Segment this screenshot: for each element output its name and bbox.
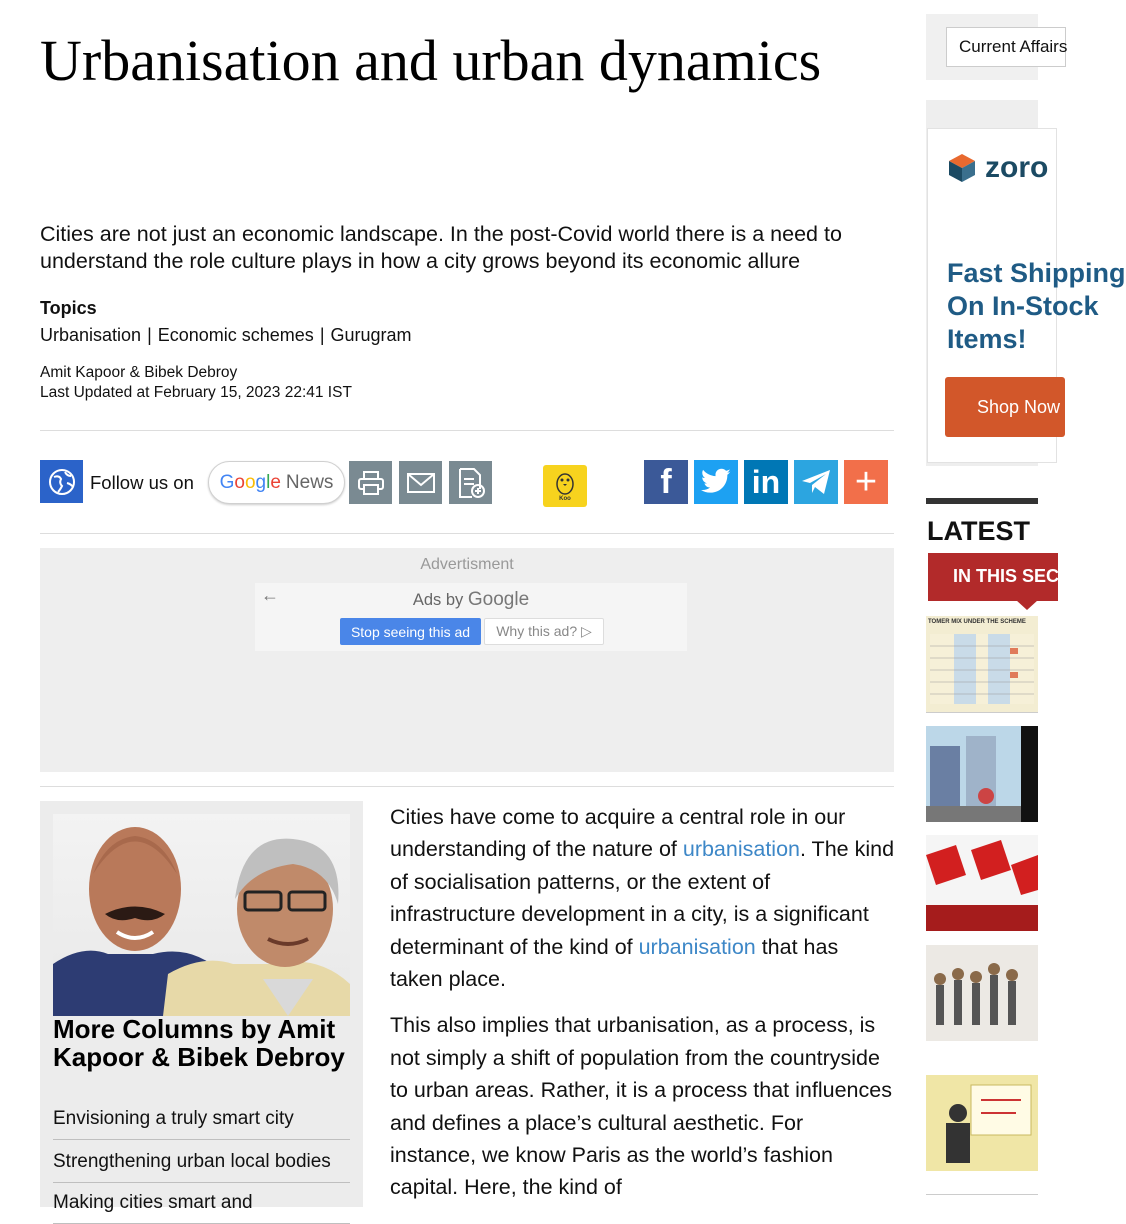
zoro-logo [947,151,1048,185]
google-letter: l [266,471,271,493]
telegram-icon [800,468,832,496]
urbanisation-link[interactable]: urbanisation [638,934,756,959]
stop-seeing-ad-button[interactable]: Stop seeing this ad [340,618,481,645]
divider [40,786,894,787]
google-letter: g [255,471,267,493]
news-thumbnail[interactable] [926,945,1038,1041]
paragraph-text: that has taken place. [390,934,839,992]
koo-label: Koo [559,496,571,502]
paragraph-text: . The kind of socialisation patterns, or the extent of infrastructure development in a city, is a significant determinant of the kind of [390,837,895,959]
ad-label: Advertisment [420,556,514,573]
email-icon [406,472,436,494]
news-thumbnail[interactable] [926,616,1038,713]
article-body [390,801,895,1218]
right-sidebar [926,0,1126,1207]
ad-headline-line: Items! [947,324,1027,354]
twitter-share-button[interactable] [694,460,738,504]
byline [40,363,352,403]
in-this-section-tab[interactable]: IN THIS SECTION [928,553,1058,601]
urbanisation-link[interactable]: urbanisation [682,837,800,862]
linkedin-share-button[interactable] [744,460,788,504]
more-columns-box [40,801,363,1213]
google-news-label: News [285,471,334,493]
save-pdf-button[interactable] [449,461,492,504]
thumb-caption: TOMER MIX UNDER THE SCHEME [928,619,1026,625]
ads-by-text: Ads by [412,591,464,609]
topic-link-urbanisation[interactable]: Urbanisation [40,325,142,345]
authors-photo [53,814,350,1016]
google-news-button[interactable] [208,461,345,504]
sidebar-ad-slot [926,100,1126,466]
document-add-icon [456,467,486,499]
print-button[interactable] [349,461,392,504]
twitter-icon [700,468,732,496]
share-toolbar [40,460,890,505]
globe-icon[interactable] [40,460,83,503]
why-this-ad-button[interactable]: Why this ad? ▷ [484,618,604,645]
column-link[interactable]: Envisioning a truly smart city [53,1108,350,1140]
news-thumbnail[interactable] [926,726,1038,822]
email-button[interactable] [399,461,442,504]
topic-link-gurugram[interactable]: Gurugram [330,325,412,345]
column-link[interactable]: Strengthening urban local bodies [53,1151,350,1183]
more-share-button[interactable] [844,460,888,504]
plus-icon: + [854,460,878,503]
ads-by-google-label [255,589,687,611]
facebook-share-button[interactable] [644,460,688,504]
topic-link-economic-schemes[interactable]: Economic schemes [157,325,314,345]
ad-headline-line: On In-Stock [947,291,1099,321]
google-wordmark: Google [467,589,530,610]
article-paragraph: This also implies that urbanisation, as a process, is not simply a shift of population from the countryside to urban areas. Rather, it is a process that influences and defines a place’s cultural aesthetic. For instance, we know Paris as the world’s fashion capital. Here, the kind of [390,1013,892,1200]
latest-top-bar [926,498,1038,504]
news-thumbnail[interactable] [926,1075,1038,1195]
article-paragraph [390,801,895,995]
koo-button[interactable] [543,465,587,507]
author-names[interactable]: Amit Kapoor & Bibek Debroy [40,364,238,381]
facebook-icon: f [660,462,672,501]
google-letter: e [270,471,281,493]
print-icon [357,470,385,496]
topics-list [40,325,412,346]
topic-separator: | [147,325,152,345]
article-headline: Urbanisation and urban dynamics [40,28,822,93]
ads-by-google-panel [255,583,687,651]
shop-now-button[interactable]: Shop Now [945,377,1065,437]
divider [40,533,894,534]
follow-us-label: Follow us on [90,472,194,493]
news-thumbnail[interactable] [926,835,1038,931]
last-updated: Last Updated at February 15, 2023 22:41 IST [40,384,352,401]
column-link[interactable]: Making cities smart and [53,1192,350,1224]
section-select-wrap [926,14,1068,80]
advertisement-slot [40,548,894,772]
google-letter: o [234,471,245,493]
paragraph-text: Cities have come to acquire a central role in our understanding of the nature of [390,805,846,862]
article-standfirst: Cities are not just an economic landscape. In the post-Covid world there is a need to understand the role culture plays in how a city grows beyond its economic allure [40,222,842,273]
topic-separator: | [319,325,325,345]
zoro-ad[interactable] [927,128,1126,463]
zoro-brand-text: zoro [985,151,1049,184]
google-letter: o [244,471,256,493]
section-select[interactable]: Current Affairs [946,27,1066,67]
back-arrow-icon[interactable]: ← [261,585,279,605]
tab-pointer [1016,600,1038,610]
latest-heading: LATEST [927,516,1030,546]
ad-headline-line: Fast Shipping [947,258,1126,288]
cube-icon [947,152,977,184]
more-columns-title[interactable]: More Columns by Amit Kapoor & Bibek Debroy [53,1014,345,1072]
divider [40,430,894,431]
topics-label: Topics [40,298,97,318]
telegram-share-button[interactable] [794,460,838,504]
google-letter: G [219,471,235,493]
linkedin-icon: in [751,463,781,500]
ad-headline [947,257,1126,356]
koo-bird-icon [554,470,576,496]
